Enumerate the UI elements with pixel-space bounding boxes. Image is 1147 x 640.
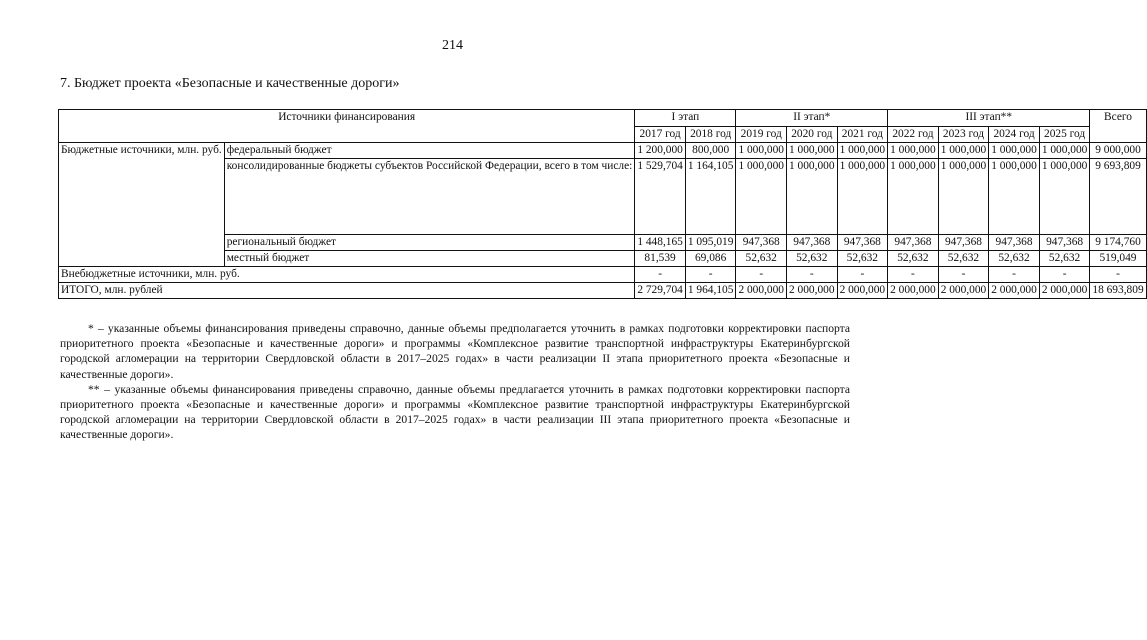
footnotes bbox=[60, 321, 850, 443]
cell-value: 947,368 bbox=[1039, 235, 1090, 251]
cell-value: 2 000,000 bbox=[938, 283, 989, 299]
cell-value: 2 000,000 bbox=[736, 283, 787, 299]
cell-value: 2 000,000 bbox=[837, 283, 888, 299]
cell-value: 1 000,000 bbox=[989, 159, 1040, 235]
cell-value: 1 529,704 bbox=[635, 159, 686, 235]
header-year: 2024 год bbox=[989, 127, 1040, 143]
cell-value: 81,539 bbox=[635, 251, 686, 267]
cell-value: - bbox=[787, 267, 838, 283]
cell-total: 18 693,809 bbox=[1090, 283, 1146, 299]
cell-value: 1 000,000 bbox=[888, 159, 939, 235]
cell-value: 1 000,000 bbox=[837, 143, 888, 159]
header-stage-1: I этап bbox=[635, 110, 736, 127]
section-title: 7. Бюджет проекта «Безопасные и качественные дороги» bbox=[60, 76, 400, 91]
header-year: 2017 год bbox=[635, 127, 686, 143]
table-row bbox=[59, 267, 1147, 283]
cell-value: 947,368 bbox=[938, 235, 989, 251]
table-row bbox=[59, 143, 1147, 159]
cell-value: 947,368 bbox=[989, 235, 1040, 251]
cell-value: 1 000,000 bbox=[938, 143, 989, 159]
cell-total: 9 000,000 bbox=[1090, 143, 1146, 159]
cell-value: - bbox=[888, 267, 939, 283]
cell-value: 1 000,000 bbox=[787, 159, 838, 235]
cell-value: 52,632 bbox=[989, 251, 1040, 267]
cell-value: 2 000,000 bbox=[1039, 283, 1090, 299]
footnote-stage-3: ** – указанные объемы финансирования приведены справочно, данные объемы предлагается уточнить в рамках подготовки корректировки паспорта приоритетного проекта «Безопасные и качественные дороги» и программы «Комплексное развитие транспортной инфраструктуры Екатеринбургской городской агломерации на территории Свердловской области в 2017–2025 годах» в части реализации III этапа приоритетного проекта «Безопасные и качественные дороги». bbox=[60, 382, 850, 442]
cell-value: 947,368 bbox=[736, 235, 787, 251]
cell-total: 9 174,760 bbox=[1090, 235, 1146, 251]
cell-value: 2 729,704 bbox=[635, 283, 686, 299]
cell-value: 1 000,000 bbox=[736, 143, 787, 159]
cell-value: - bbox=[837, 267, 888, 283]
table-row-total bbox=[59, 283, 1147, 299]
header-year: 2023 год bbox=[938, 127, 989, 143]
row-label: Внебюджетные источники, млн. руб. bbox=[59, 267, 635, 283]
cell-value: 1 000,000 bbox=[1039, 143, 1090, 159]
cell-value: 1 095,019 bbox=[685, 235, 736, 251]
cell-total: 9 693,809 bbox=[1090, 159, 1146, 235]
header-year: 2025 год bbox=[1039, 127, 1090, 143]
cell-value: 52,632 bbox=[787, 251, 838, 267]
header-sources: Источники финансирования bbox=[59, 110, 635, 143]
header-row-stages bbox=[59, 110, 1147, 127]
cell-value: 1 164,105 bbox=[685, 159, 736, 235]
row-label: федеральный бюджет bbox=[224, 143, 635, 159]
cell-value: 1 000,000 bbox=[1039, 159, 1090, 235]
row-label: консолидированные бюджеты субъектов Российской Федерации, всего в том числе: bbox=[224, 159, 635, 235]
cell-value: 800,000 bbox=[685, 143, 736, 159]
group-label: Бюджетные источники, млн. руб. bbox=[59, 143, 225, 267]
header-year: 2020 год bbox=[787, 127, 838, 143]
cell-value: 1 000,000 bbox=[736, 159, 787, 235]
page-number: 214 bbox=[442, 38, 463, 53]
cell-value: 1 000,000 bbox=[989, 143, 1040, 159]
cell-value: - bbox=[989, 267, 1040, 283]
cell-value: - bbox=[736, 267, 787, 283]
cell-value: 52,632 bbox=[736, 251, 787, 267]
header-stage-2: II этап* bbox=[736, 110, 888, 127]
header-year: 2021 год bbox=[837, 127, 888, 143]
cell-value: 52,632 bbox=[1039, 251, 1090, 267]
cell-value: 52,632 bbox=[888, 251, 939, 267]
cell-value: 2 000,000 bbox=[989, 283, 1040, 299]
cell-value: - bbox=[938, 267, 989, 283]
row-label: местный бюджет bbox=[224, 251, 635, 267]
row-label: региональный бюджет bbox=[224, 235, 635, 251]
cell-value: 1 448,165 bbox=[635, 235, 686, 251]
header-stage-3: III этап** bbox=[888, 110, 1090, 127]
cell-value: 947,368 bbox=[837, 235, 888, 251]
row-label: ИТОГО, млн. рублей bbox=[59, 283, 635, 299]
cell-value: - bbox=[1039, 267, 1090, 283]
cell-value: 52,632 bbox=[938, 251, 989, 267]
header-year: 2019 год bbox=[736, 127, 787, 143]
header-year: 2022 год bbox=[888, 127, 939, 143]
cell-value: 1 000,000 bbox=[888, 143, 939, 159]
cell-value: 947,368 bbox=[787, 235, 838, 251]
cell-total: 519,049 bbox=[1090, 251, 1146, 267]
cell-value: 1 000,000 bbox=[837, 159, 888, 235]
cell-value: 1 964,105 bbox=[685, 283, 736, 299]
cell-total: - bbox=[1090, 267, 1146, 283]
cell-value: - bbox=[685, 267, 736, 283]
header-total: Всего bbox=[1090, 110, 1146, 143]
cell-value: 69,086 bbox=[685, 251, 736, 267]
cell-value: 947,368 bbox=[888, 235, 939, 251]
cell-value: 1 000,000 bbox=[787, 143, 838, 159]
cell-value: 2 000,000 bbox=[787, 283, 838, 299]
header-year: 2018 год bbox=[685, 127, 736, 143]
cell-value: 52,632 bbox=[837, 251, 888, 267]
cell-value: - bbox=[635, 267, 686, 283]
budget-table bbox=[58, 109, 1147, 299]
cell-value: 2 000,000 bbox=[888, 283, 939, 299]
footnote-stage-2: * – указанные объемы финансирования приведены справочно, данные объемы предполагается уточнить в рамках подготовки корректировки паспорта приоритетного проекта «Безопасные и качественные дороги» и программы «Комплексное развитие транспортной инфраструктуры Екатеринбургской городской агломерации на территории Свердловской области в 2017–2025 годах» в части реализации II этапа приоритетного проекта «Безопасные и качественные дороги». bbox=[60, 322, 850, 381]
cell-value: 1 000,000 bbox=[938, 159, 989, 235]
cell-value: 1 200,000 bbox=[635, 143, 686, 159]
